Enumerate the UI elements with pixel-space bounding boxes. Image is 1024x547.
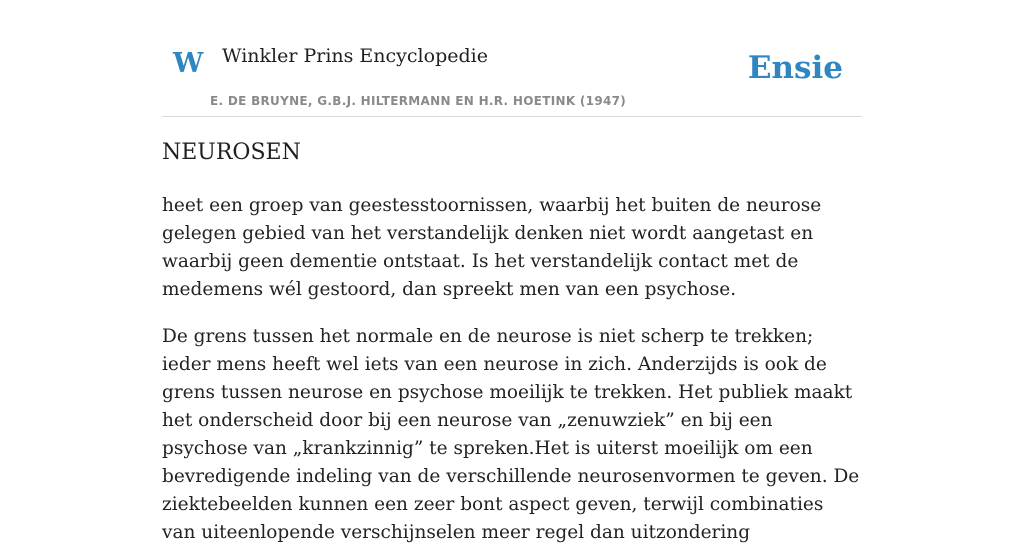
publication-header (162, 0, 862, 117)
publication-logo[interactable]: W (173, 48, 204, 79)
ensie-brand-link[interactable]: Ensie (747, 50, 843, 86)
publication-authors: E. DE BRUYNE, G.B.J. HILTERMANN EN H.R. HOETINK (1947) (210, 94, 627, 108)
entry-title: NEUROSEN (162, 140, 301, 165)
publication-title[interactable]: Winkler Prins Encyclopedie (222, 45, 488, 67)
entry-paragraph-1: heet een groep van geestesstoornissen, waarbij het buiten de neurose gelegen gebied van het verstandelijk denken niet wordt aangetast en waarbij geen dementie ontstaat. Is het verstandelijk contact met de medemens wél gestoord, dan spreekt men van een psychose. (162, 195, 822, 300)
entry-paragraph-2: De grens tussen het normale en de neurose is niet scherp te trekken; ieder mens heeft wel iets van een neurose in zich. Anderzijds is ook de grens tussen neurose en psychose moeilijk te trekken. Het publiek maakt het onderscheid door bij een neurose van „zenuwziek” en bij een psychose van „krankzinnig” te spreken.Het is uiterst moeilijk om een bevredigende indeling van de verschillende neurosenvormen te geven. De ziektebeelden kunnen een zeer bont aspect geven, terwijl combinaties van uiteenlopende verschijnselen meer regel dan uitzondering (162, 326, 860, 543)
article-page (162, 0, 862, 543)
